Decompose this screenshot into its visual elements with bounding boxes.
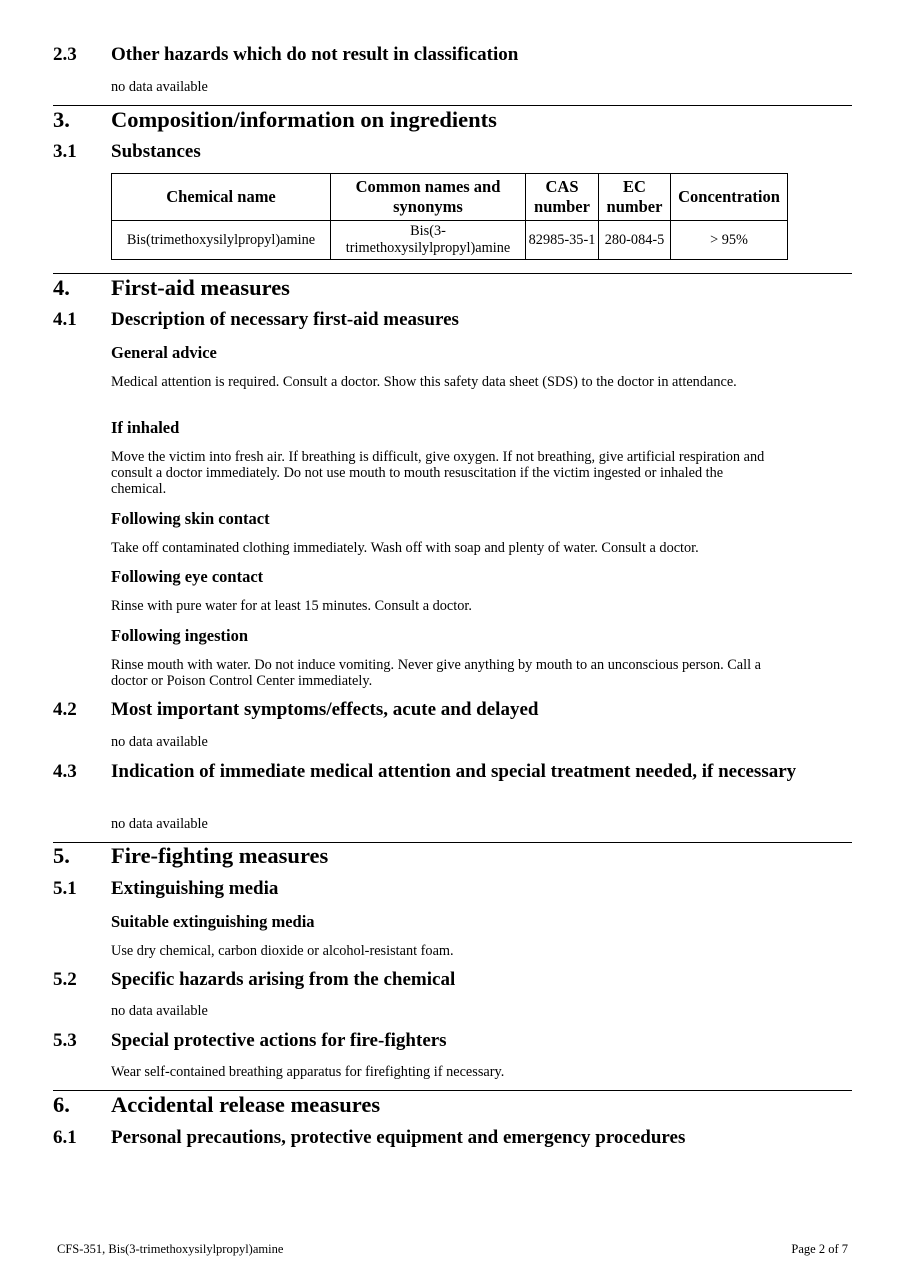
section-6-1-heading (53, 1127, 685, 1149)
section-title: First-aid measures (111, 275, 290, 300)
section-number: 6.1 (53, 1127, 77, 1148)
section-4-1-heading (53, 309, 459, 331)
if-inhaled-heading: If inhaled (111, 418, 180, 437)
section-5-2-heading (53, 969, 455, 991)
section-title: Indication of immediate medical attention and special treatment needed, if necessary (111, 761, 797, 782)
section-title: Personal precautions, protective equipment and emergency procedures (111, 1127, 686, 1148)
footer-document-id: CFS-351, Bis(3-trimethoxysilylpropyl)amine (57, 1242, 284, 1256)
section-4-2-text: no data available (111, 734, 208, 750)
section-number: 4.3 (53, 761, 77, 782)
section-5-3-heading (53, 1030, 447, 1052)
section-number: 5.3 (53, 1030, 77, 1051)
suitable-extinguishing-media-text: Use dry chemical, carbon dioxide or alcohol-resistant foam. (111, 943, 454, 959)
section-title: Most important symptoms/effects, acute and delayed (111, 699, 539, 720)
section-number: 6. (53, 1092, 70, 1117)
composition-table (111, 173, 788, 260)
section-5-heading (53, 843, 328, 869)
section-5-1-heading (53, 878, 278, 900)
table-header-row (112, 174, 788, 221)
column-header-concentration: Concentration (671, 174, 788, 221)
cell-common-names: Bis(3-trimethoxysilylpropyl)amine (331, 221, 526, 260)
section-number: 5.1 (53, 878, 77, 899)
section-title: Composition/information on ingredients (111, 107, 497, 132)
section-number: 5. (53, 843, 70, 868)
cell-chemical-name: Bis(trimethoxysilylpropyl)amine (112, 221, 331, 260)
ingestion-heading: Following ingestion (111, 626, 249, 645)
section-number: 3. (53, 107, 70, 132)
section-number: 2.3 (53, 44, 77, 65)
section-title: Other hazards which do not result in classification (111, 44, 519, 65)
general-advice-text: Medical attention is required. Consult a doctor. Show this safety data sheet (SDS) to the doctor in attendance. (111, 374, 737, 390)
section-3-heading (53, 107, 497, 133)
section-title: Accidental release measures (111, 1092, 381, 1117)
column-header-ec-number: EC number (599, 174, 671, 221)
general-advice-heading: General advice (111, 343, 217, 362)
section-4-3-heading (53, 761, 833, 782)
section-5-2-text: no data available (111, 1003, 208, 1019)
section-divider (53, 105, 852, 106)
section-number: 5.2 (53, 969, 77, 990)
section-number: 4. (53, 275, 70, 300)
column-header-common-names: Common names and synonyms (331, 174, 526, 221)
section-4-2-heading (53, 699, 538, 721)
section-number: 3.1 (53, 141, 77, 162)
section-title: Description of necessary first-aid measures (111, 309, 459, 330)
section-number: 4.2 (53, 699, 77, 720)
section-title: Extinguishing media (111, 878, 279, 899)
section-4-3-text: no data available (111, 816, 208, 832)
section-2-3-heading (53, 44, 518, 66)
eye-contact-text: Rinse with pure water for at least 15 minutes. Consult a doctor. (111, 598, 472, 614)
cell-concentration: > 95% (671, 221, 788, 260)
section-divider (53, 1090, 852, 1091)
section-number: 4.1 (53, 309, 77, 330)
section-4-heading (53, 275, 290, 301)
suitable-extinguishing-media-heading: Suitable extinguishing media (111, 912, 315, 931)
section-3-1-heading (53, 141, 201, 163)
if-inhaled-text: Move the victim into fresh air. If breathing is difficult, give oxygen. If not breathing, give artificial respiration and consult a doctor immediately. Do not use mouth to mouth resuscitation if the victim ingested or inhaled the chemical. (111, 449, 765, 497)
section-5-3-text: Wear self-contained breathing apparatus for firefighting if necessary. (111, 1064, 505, 1080)
column-header-cas-number: CAS number (526, 174, 599, 221)
section-title: Specific hazards arising from the chemical (111, 969, 456, 990)
cell-ec-number: 280-084-5 (599, 221, 671, 260)
column-header-chemical-name: Chemical name (112, 174, 331, 221)
skin-contact-heading: Following skin contact (111, 509, 270, 528)
cell-cas-number: 82985-35-1 (526, 221, 599, 260)
footer-page-number: Page 2 of 7 (791, 1242, 848, 1256)
section-divider (53, 273, 852, 274)
skin-contact-text: Take off contaminated clothing immediately. Wash off with soap and plenty of water. Consult a doctor. (111, 540, 699, 556)
section-title: Special protective actions for fire-fighters (111, 1030, 447, 1051)
section-6-heading (53, 1092, 380, 1118)
section-title: Fire-fighting measures (111, 843, 329, 868)
section-title: Substances (111, 141, 201, 162)
section-2-3-text: no data available (111, 79, 208, 95)
eye-contact-heading: Following eye contact (111, 567, 264, 586)
table-row (112, 221, 788, 260)
ingestion-text: Rinse mouth with water. Do not induce vomiting. Never give anything by mouth to an unconscious person. Call a doctor or Poison Control Center immediately. (111, 657, 762, 689)
